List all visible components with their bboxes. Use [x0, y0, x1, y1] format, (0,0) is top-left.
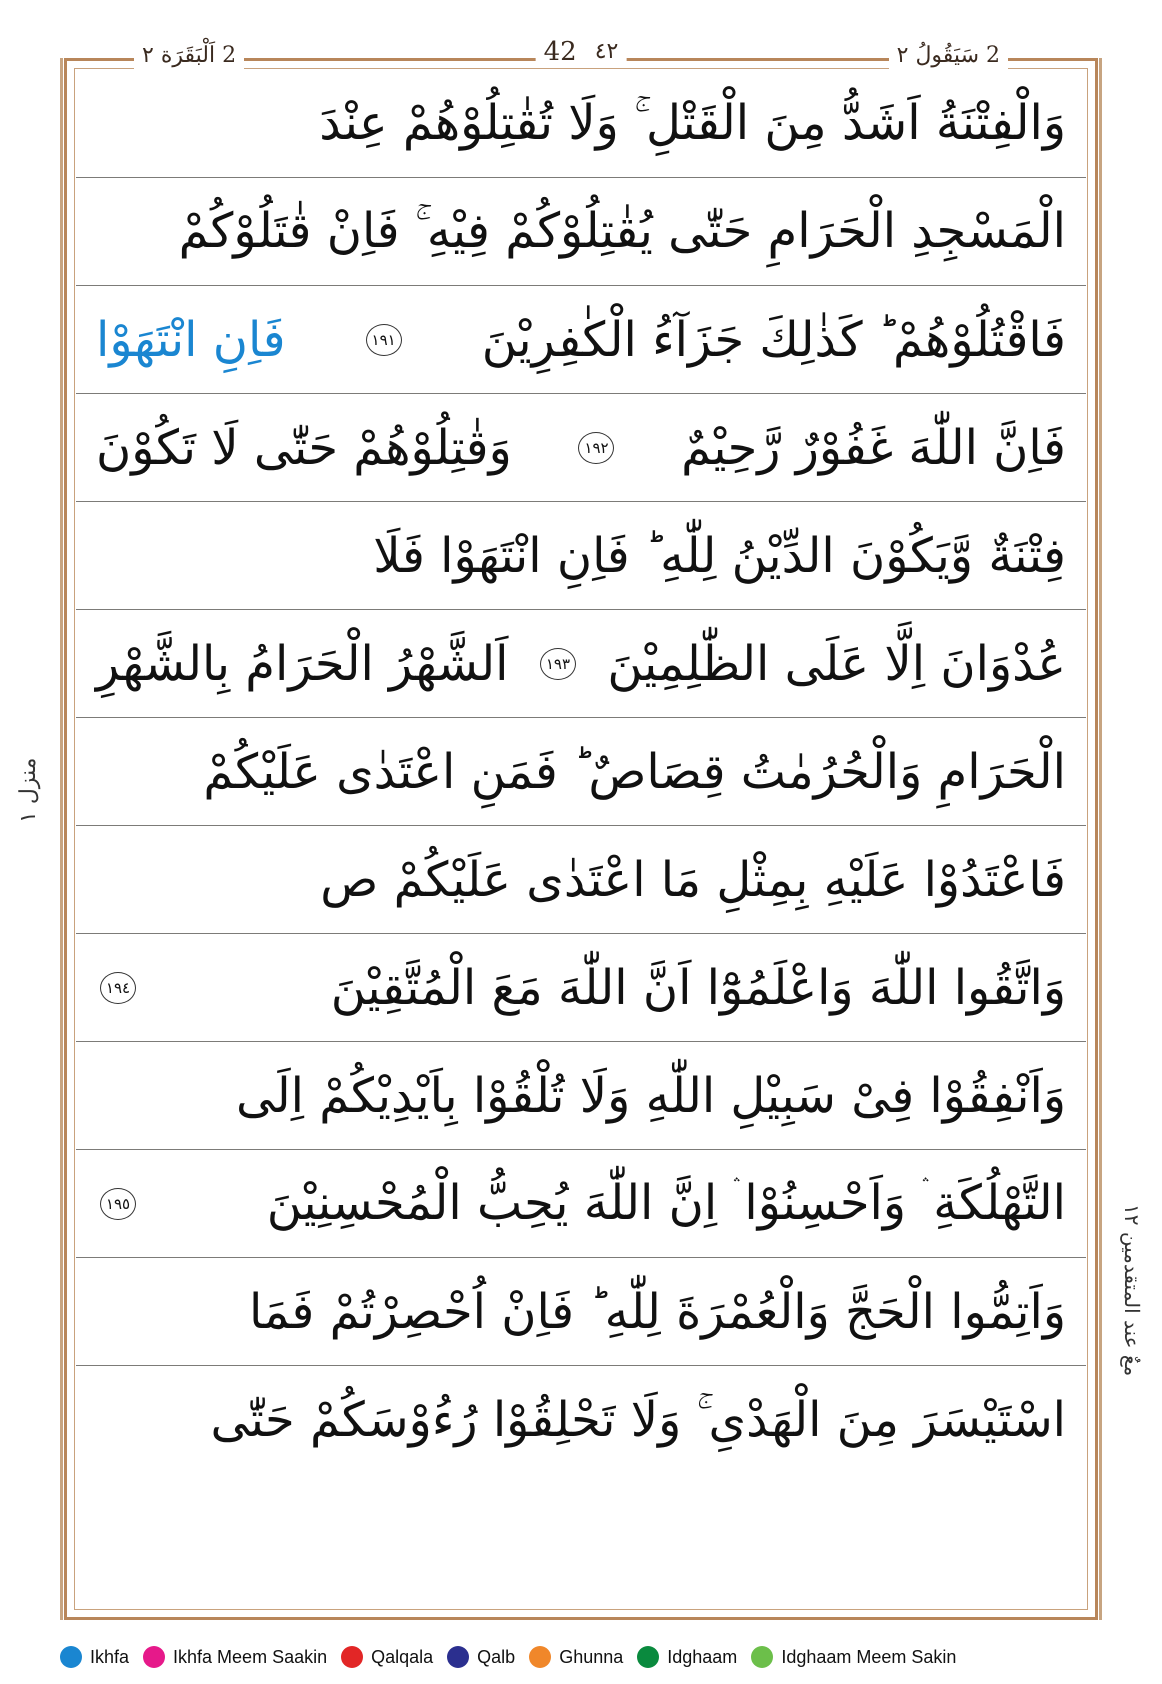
legend-label: Idghaam Meem Sakin: [781, 1646, 957, 1667]
tajweed-legend: [60, 1642, 1120, 1672]
ruku-note: معٌ عند المتقدمين ١٢: [1120, 1203, 1144, 1377]
surah-label: 2 اَلْبَقَرَة ٢: [134, 42, 244, 70]
text-line-9: [76, 934, 1086, 1042]
page-number: 42: [543, 37, 577, 67]
juz-label: 2 سَيَقُولُ ٢: [889, 42, 1008, 70]
line-text: الْمَسْجِدِ الْحَرَامِ حَتّٰى يُقٰتِلُوْكُمْ فِيْهِ ۚ فَاِنْ قٰتَلُوْكُمْ: [178, 203, 1066, 259]
page-number-group: [536, 38, 627, 66]
line-text-continued: وَقٰتِلُوْهُمْ حَتّٰى لَا تَكُوْنَ: [96, 419, 512, 476]
frame-accent-right: [1099, 58, 1102, 1620]
legend-dot-icon: [447, 1646, 469, 1668]
line-text: وَالْفِتْنَةُ اَشَدُّ مِنَ الْقَتْلِ ۚ وَلَا تُقٰتِلُوْهُمْ عِنْدَ: [319, 95, 1066, 151]
text-line-2: [76, 178, 1086, 286]
legend-dot-icon: [751, 1646, 773, 1668]
line-text: الْحَرَامِ وَالْحُرُمٰتُ قِصَاصٌ ؕ فَمَنِ اعْتَدٰى عَلَيْكُمْ: [203, 743, 1066, 800]
line-text: فِتْنَةٌ وَّيَكُوْنَ الدِّيْنُ لِلّٰهِ ؕ فَاِنِ انْتَهَوْا فَلَا: [373, 527, 1066, 584]
legend-dot-icon: [143, 1646, 165, 1668]
line-text: فَاِنَّ اللّٰهَ غَفُوْرٌ رَّحِيْمٌ: [681, 419, 1066, 476]
text-line-4: [76, 394, 1086, 502]
legend-item-qalqala: [341, 1646, 433, 1668]
text-line-13: [76, 1366, 1086, 1474]
legend-label: Idghaam: [667, 1646, 738, 1667]
ayah-number-marker: ١٩٥: [100, 1188, 136, 1220]
line-text: فَاعْتَدُوْا عَلَيْهِ بِمِثْلِ مَا اعْتَدٰى عَلَيْكُمْ ص: [320, 851, 1066, 908]
text-line-3: [76, 286, 1086, 394]
line-text-continued: فَاِنِ انْتَهَوْا: [96, 311, 286, 368]
legend-item-ikhfa-meem-saakin: [143, 1646, 327, 1668]
legend-label: Qalqala: [371, 1646, 434, 1667]
legend-item-ikhfa: [60, 1646, 129, 1668]
ayah-number-marker: ١٩١: [366, 324, 402, 356]
legend-dot-icon: [60, 1646, 82, 1668]
ayah-number-marker: ١٩٢: [578, 432, 614, 464]
legend-item-idghaam-meem-sakin: [751, 1646, 956, 1668]
legend-item-ghunna: [529, 1646, 623, 1668]
ayah-number-marker: ١٩٣: [540, 648, 576, 680]
text-lines: [76, 70, 1086, 1608]
legend-dot-icon: [637, 1646, 659, 1668]
line-text: التَّهْلُكَةِ ۛ وَاَحْسِنُوْا ۛ اِنَّ اللّٰهَ يُحِبُّ الْمُحْسِنِيْنَ: [266, 1175, 1066, 1231]
legend-item-idghaam: [637, 1646, 737, 1668]
page-number-urdu: ٤٢: [594, 39, 619, 64]
text-line-7: [76, 718, 1086, 826]
line-text: فَاقْتُلُوْهُمْ ؕ كَذٰلِكَ جَزَآءُ الْكٰفِرِيْنَ: [481, 311, 1066, 368]
frame-accent-left: [60, 58, 63, 1620]
legend-label: Qalb: [477, 1646, 516, 1667]
text-line-6: [76, 610, 1086, 718]
legend-label: Ikhfa Meem Saakin: [173, 1646, 328, 1667]
text-line-12: [76, 1258, 1086, 1366]
page-header: [64, 38, 1098, 74]
text-line-11: [76, 1150, 1086, 1258]
line-text: وَاتَّقُوا اللّٰهَ وَاعْلَمُوْٓا اَنَّ اللّٰهَ مَعَ الْمُتَّقِيْنَ: [330, 959, 1066, 1016]
legend-label: Ghunna: [559, 1646, 624, 1667]
text-line-10: [76, 1042, 1086, 1150]
line-text: عُدْوَانَ اِلَّا عَلَى الظّٰلِمِيْنَ: [607, 635, 1066, 692]
line-text: اسْتَيْسَرَ مِنَ الْهَدْىِ ۚ وَلَا تَحْلِقُوْا رُءُوْسَكُمْ حَتّٰى: [210, 1391, 1066, 1448]
legend-dot-icon: [341, 1646, 363, 1668]
line-text-continued: اَلشَّهْرُ الْحَرَامُ بِالشَّهْرِ: [96, 635, 509, 692]
text-line-5: [76, 502, 1086, 610]
manzil-label: منزل ١: [16, 735, 52, 845]
text-line-1: [76, 70, 1086, 178]
ayah-number-marker: ١٩٤: [100, 972, 136, 1004]
line-text: وَاَنْفِقُوْا فِىْ سَبِيْلِ اللّٰهِ وَلَا تُلْقُوْا بِاَيْدِيْكُمْ اِلَى: [236, 1067, 1066, 1124]
legend-dot-icon: [529, 1646, 551, 1668]
legend-item-qalb: [447, 1646, 515, 1668]
legend-label: Ikhfa: [90, 1646, 130, 1667]
text-line-8: [76, 826, 1086, 934]
line-text: وَاَتِمُّوا الْحَجَّ وَالْعُمْرَةَ لِلّٰهِ ؕ فَاِنْ اُحْصِرْتُمْ فَمَا: [249, 1283, 1066, 1340]
